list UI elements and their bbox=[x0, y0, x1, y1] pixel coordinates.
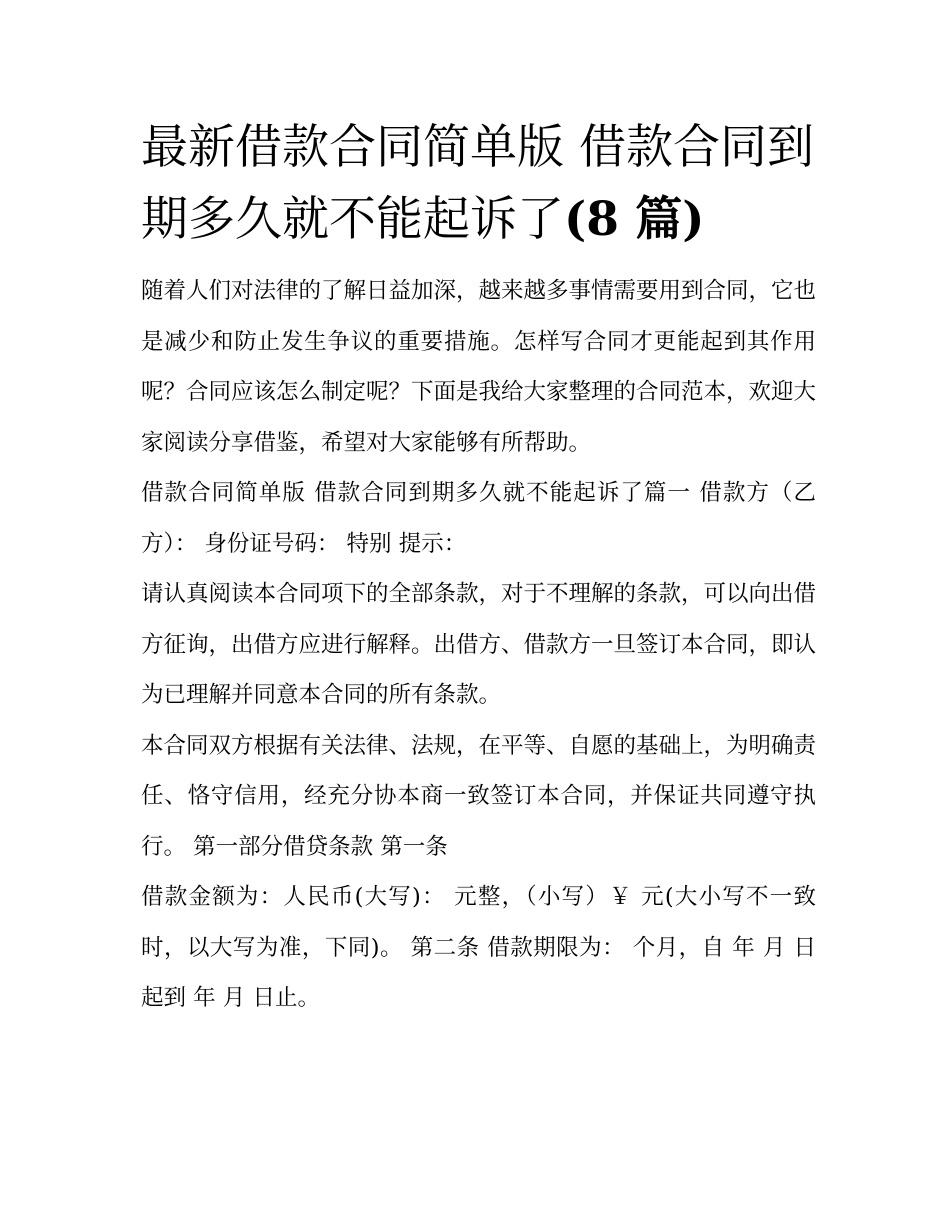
paragraph-intro: 随着人们对法律的了解日益加深，越来越多事情需要用到合同，它也是减少和防止发生争议的重要措施。怎样写合同才更能起到其作用呢？合同应该怎么制定呢？下面是我给大家整理的合同范本，欢迎大家阅读分享借鉴，希望对大家能够有所帮助。 bbox=[141, 278, 817, 456]
document-title bbox=[141, 112, 816, 256]
document-body bbox=[141, 112, 816, 1024]
paragraph-article-one-header: 借款合同简单版 借款合同到期多久就不能起诉了篇一 借款方（乙方）： 身份证号码： 特别 提示： bbox=[141, 480, 816, 557]
paragraph-reading-notice: 请认真阅读本合同项下的全部条款，对于不理解的条款，可以向出借方征询，出借方应进行解释。出借方、借款方一旦签订本合同，即认为已理解并同意本合同的所有条款。 bbox=[141, 581, 817, 708]
paragraph-loan-amount-term: 借款金额为：人民币(大写)： 元整，（小写）￥ 元(大小写不一致时，以大写为准，下同)。 第二条 借款期限为： 个月，自 年 月 日起到 年 月 日止。 bbox=[141, 884, 816, 1011]
document-title-suffix: (8 篇) bbox=[564, 192, 705, 247]
paragraph-agreement-basis: 本合同双方根据有关法律、法规，在平等、自愿的基础上，为明确责任、恪守信用，经充分协本商一致签订本合同，并保证共同遵守执行。 第一部分借贷条款 第一条 bbox=[141, 732, 817, 860]
document-title-main: 最新借款合同简单版 借款合同到期多久就不能起诉了 bbox=[141, 120, 814, 247]
